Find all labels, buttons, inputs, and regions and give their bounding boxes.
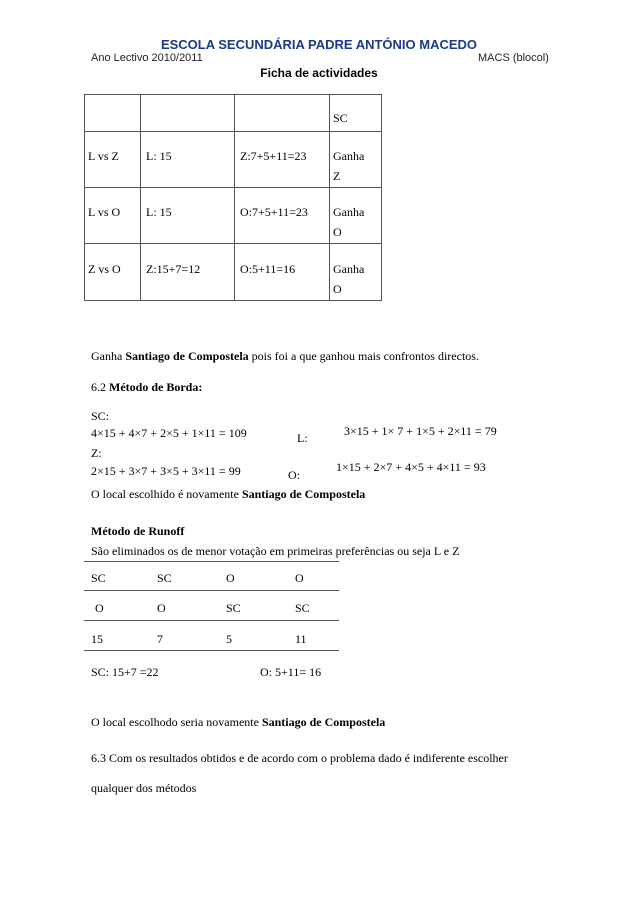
table2-r3-c2: 7 <box>157 632 163 646</box>
borda-z-formula: 2×15 + 3×7 + 3×5 + 3×11 = 99 <box>91 464 241 478</box>
table1-row3-result: Ganha <box>333 262 365 276</box>
school-name: ESCOLA SECUNDÁRIA PADRE ANTÓNIO MACEDO <box>160 37 478 52</box>
table1-row3-winner: O <box>333 282 342 296</box>
borda-l-label: L: <box>297 431 308 445</box>
runoff-description: São eliminados os de menor votação em primeiras preferências ou seja L e Z <box>91 544 460 558</box>
table2-r2-c4: SC <box>295 601 310 615</box>
table2-r3-c1: 15 <box>91 632 103 646</box>
borda-o-formula: 1×15 + 2×7 + 4×5 + 4×11 = 93 <box>336 460 486 474</box>
borda-z-label: Z: <box>91 446 102 460</box>
pairwise-conclusion: Ganha Santiago de Compostela pois foi a que ganhou mais confrontos directos. <box>91 349 479 363</box>
table2-r2-c2: O <box>157 601 166 615</box>
section-6-2-heading: 6.2 Método de Borda: <box>91 380 203 394</box>
borda-l-formula: 3×15 + 1× 7 + 1×5 + 2×11 = 79 <box>344 424 497 438</box>
table1-row1-result: Ganha <box>333 149 365 163</box>
borda-o-label: O: <box>288 468 300 482</box>
borda-conclusion: O local escolhido é novamente Santiago de Compostela <box>91 487 366 501</box>
table2-r3-c3: 5 <box>226 632 232 646</box>
table1-row2-b: O:7+5+11=23 <box>240 205 308 219</box>
runoff-total-sc: SC: 15+7 =22 <box>91 665 159 679</box>
table2-r3-c4: 11 <box>295 632 307 646</box>
table1-row3-match: Z vs O <box>88 262 121 276</box>
table1-row2-result: Ganha <box>333 205 365 219</box>
section-6-3-line1: 6.3 Com os resultados obtidos e de acordo com o problema dado é indiferente escolher <box>91 751 508 765</box>
runoff-total-o: O: 5+11= 16 <box>260 665 322 679</box>
table1-row1-b: Z:7+5+11=23 <box>240 149 307 163</box>
sheet-title: Ficha de actividades <box>260 66 378 80</box>
table1-row2-winner: O <box>333 225 342 239</box>
table1-row2-a: L: 15 <box>146 205 172 219</box>
table1-row2-match: L vs O <box>88 205 121 219</box>
table2-r1-c1: SC <box>91 571 106 585</box>
table2-r2-c1: O <box>95 601 104 615</box>
table1-row1-a: L: 15 <box>146 149 172 163</box>
course-name: MACS (blocol) <box>478 52 549 64</box>
borda-sc-label: SC: <box>91 409 110 423</box>
table2-r1-c4: O <box>295 571 304 585</box>
table1-row3-a: Z:15+7=12 <box>146 262 201 276</box>
table2-r1-c2: SC <box>157 571 172 585</box>
runoff-conclusion: O local escolhodo seria novamente Santiago de Compostela <box>91 715 386 729</box>
section-6-3-line2: qualquer dos métodos <box>91 781 197 795</box>
table1-header-sc: SC <box>333 111 348 125</box>
table2-r2-c3: SC <box>226 601 241 615</box>
table1-row3-b: O:5+11=16 <box>240 262 296 276</box>
table1-row1-match: L vs Z <box>88 149 119 163</box>
runoff-heading: Método de Runoff <box>91 524 185 538</box>
table2-r1-c3: O <box>226 571 235 585</box>
borda-sc-formula: 4×15 + 4×7 + 2×5 + 1×11 = 109 <box>91 426 247 440</box>
school-year: Ano Lectivo 2010/2011 <box>91 52 203 64</box>
table1-row1-winner: Z <box>333 169 341 183</box>
